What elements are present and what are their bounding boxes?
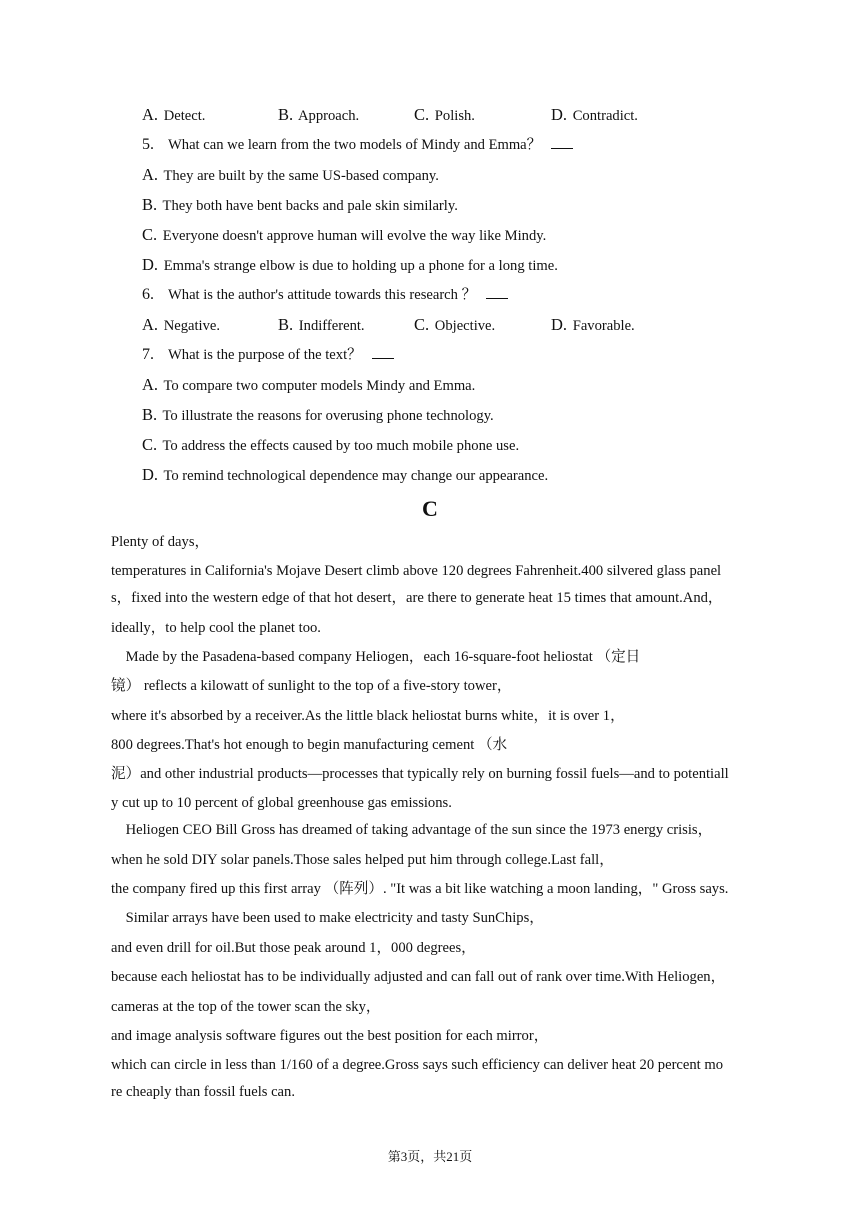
option-letter: D.: [551, 105, 568, 124]
option-letter: A.: [142, 315, 159, 334]
passage-line: because each heliostat has to be individually adjusted and can fall out of rank over time.With Heliogen，: [111, 969, 726, 985]
option-letter: A.: [142, 375, 159, 394]
option-letter: C.: [414, 315, 430, 334]
passage-line: when he sold DIY solar panels.Those sales helped put him through college.Last fall，: [111, 852, 614, 868]
q4-option-a: [142, 106, 205, 125]
option-text: Approach.: [297, 108, 360, 124]
q6-option-c: [414, 316, 495, 335]
passage-line: and image analysis software figures out the best position for each mirror，: [111, 1028, 549, 1044]
option-text: They both have bent backs and pale skin similarly.: [162, 198, 458, 214]
q5-option-c: [142, 226, 546, 245]
passage-line: Plenty of days，: [111, 534, 210, 550]
passage-line: which can circle in less than 1/160 of a degree.Gross says such efficiency can deliver heat 20 percent mo: [111, 1057, 724, 1073]
passage-line: 800 degrees.That's hot enough to begin manufacturing cement （水: [111, 737, 508, 753]
option-text: Polish.: [434, 108, 475, 124]
passage-line: re cheaply than fossil fuels can.: [111, 1084, 295, 1100]
answer-blank: [486, 286, 508, 299]
q7-option-d: [142, 466, 548, 485]
option-letter: B.: [278, 315, 294, 334]
passage-line: where it's absorbed by a receiver.As the little black heliostat burns white，it is over 1，: [111, 708, 625, 724]
q4-option-c: [414, 106, 475, 125]
option-text: Contradict.: [572, 108, 638, 124]
passage-line: 泥）and other industrial products—processes that typically rely on burning fossil fuels—and to potentiall: [111, 766, 729, 782]
page-footer: 第3页，共21页: [387, 1149, 473, 1164]
q7-option-b: [142, 406, 494, 425]
passage-line: s，fixed into the western edge of that hot desert，are there to generate heat 15 times that amount.And，: [111, 590, 723, 606]
option-letter: A.: [142, 165, 159, 184]
option-text: To compare two computer models Mindy and Emma.: [163, 378, 476, 394]
option-text: Objective.: [434, 318, 496, 334]
q4-option-d: [551, 106, 638, 125]
question-text: What is the purpose of the text？: [168, 347, 362, 363]
option-text: Indifferent.: [298, 318, 365, 334]
q5-option-d: [142, 256, 558, 275]
question-number: 6.: [142, 286, 154, 303]
option-text: They are built by the same US-based company.: [163, 168, 439, 184]
passage-line: Similar arrays have been used to make electricity and tasty SunChips，: [111, 910, 544, 926]
q7-option-c: [142, 436, 519, 455]
q6-option-d: [551, 316, 635, 335]
option-text: Everyone doesn't approve human will evolve the way like Mindy.: [162, 228, 547, 244]
q5-stem: [142, 136, 573, 154]
passage-line: the company fired up this first array （阵列）. "It was a bit like watching a moon landing，" Gross says.: [111, 881, 729, 897]
option-letter: D.: [142, 255, 159, 274]
option-letter: C.: [142, 225, 158, 244]
passage-line: temperatures in California's Mojave Desert climb above 120 degrees Fahrenheit.400 silvered glass panel: [111, 563, 722, 579]
passage-line: Heliogen CEO Bill Gross has dreamed of taking advantage of the sun since the 1973 energy crisis，: [111, 822, 713, 838]
option-text: Emma's strange elbow is due to holding up a phone for a long time.: [163, 258, 558, 274]
option-text: To address the effects caused by too much mobile phone use.: [162, 438, 520, 454]
q6-stem: [142, 286, 508, 304]
option-letter: A.: [142, 105, 159, 124]
passage-line: ideally，to help cool the planet too.: [111, 620, 321, 636]
option-letter: B.: [142, 195, 158, 214]
passage-line: 镜） reflects a kilowatt of sunlight to the top of a five-story tower，: [111, 678, 512, 694]
q7-option-a: [142, 376, 475, 395]
answer-blank: [372, 346, 394, 359]
q6-option-a: [142, 316, 220, 335]
option-text: Negative.: [163, 318, 221, 334]
q6-option-b: [278, 316, 365, 335]
q4-option-b: [278, 106, 359, 125]
option-letter: C.: [142, 435, 158, 454]
option-text: To illustrate the reasons for overusing phone technology.: [162, 408, 494, 424]
option-text: Detect.: [163, 108, 206, 124]
option-letter: B.: [278, 105, 294, 124]
option-letter: C.: [414, 105, 430, 124]
question-number: 7.: [142, 346, 154, 363]
section-heading: C: [422, 496, 438, 521]
q5-option-a: [142, 166, 439, 185]
passage-line: and even drill for oil.But those peak around 1，000 degrees，: [111, 940, 476, 956]
option-text: To remind technological dependence may change our appearance.: [163, 468, 549, 484]
option-letter: D.: [142, 465, 159, 484]
passage-line: Made by the Pasadena-based company Heliogen，each 16-square-foot heliostat （定日: [111, 649, 641, 665]
answer-blank: [551, 136, 573, 149]
passage-line: cameras at the top of the tower scan the sky，: [111, 999, 381, 1015]
question-text: What can we learn from the two models of Mindy and Emma？: [168, 137, 542, 153]
q7-stem: [142, 346, 394, 364]
option-letter: D.: [551, 315, 568, 334]
question-number: 5.: [142, 136, 154, 153]
option-text: Favorable.: [572, 318, 635, 334]
question-text: What is the author's attitude towards this research ？: [168, 287, 477, 303]
q5-option-b: [142, 196, 458, 215]
passage-line: y cut up to 10 percent of global greenhouse gas emissions.: [111, 795, 452, 811]
option-letter: B.: [142, 405, 158, 424]
